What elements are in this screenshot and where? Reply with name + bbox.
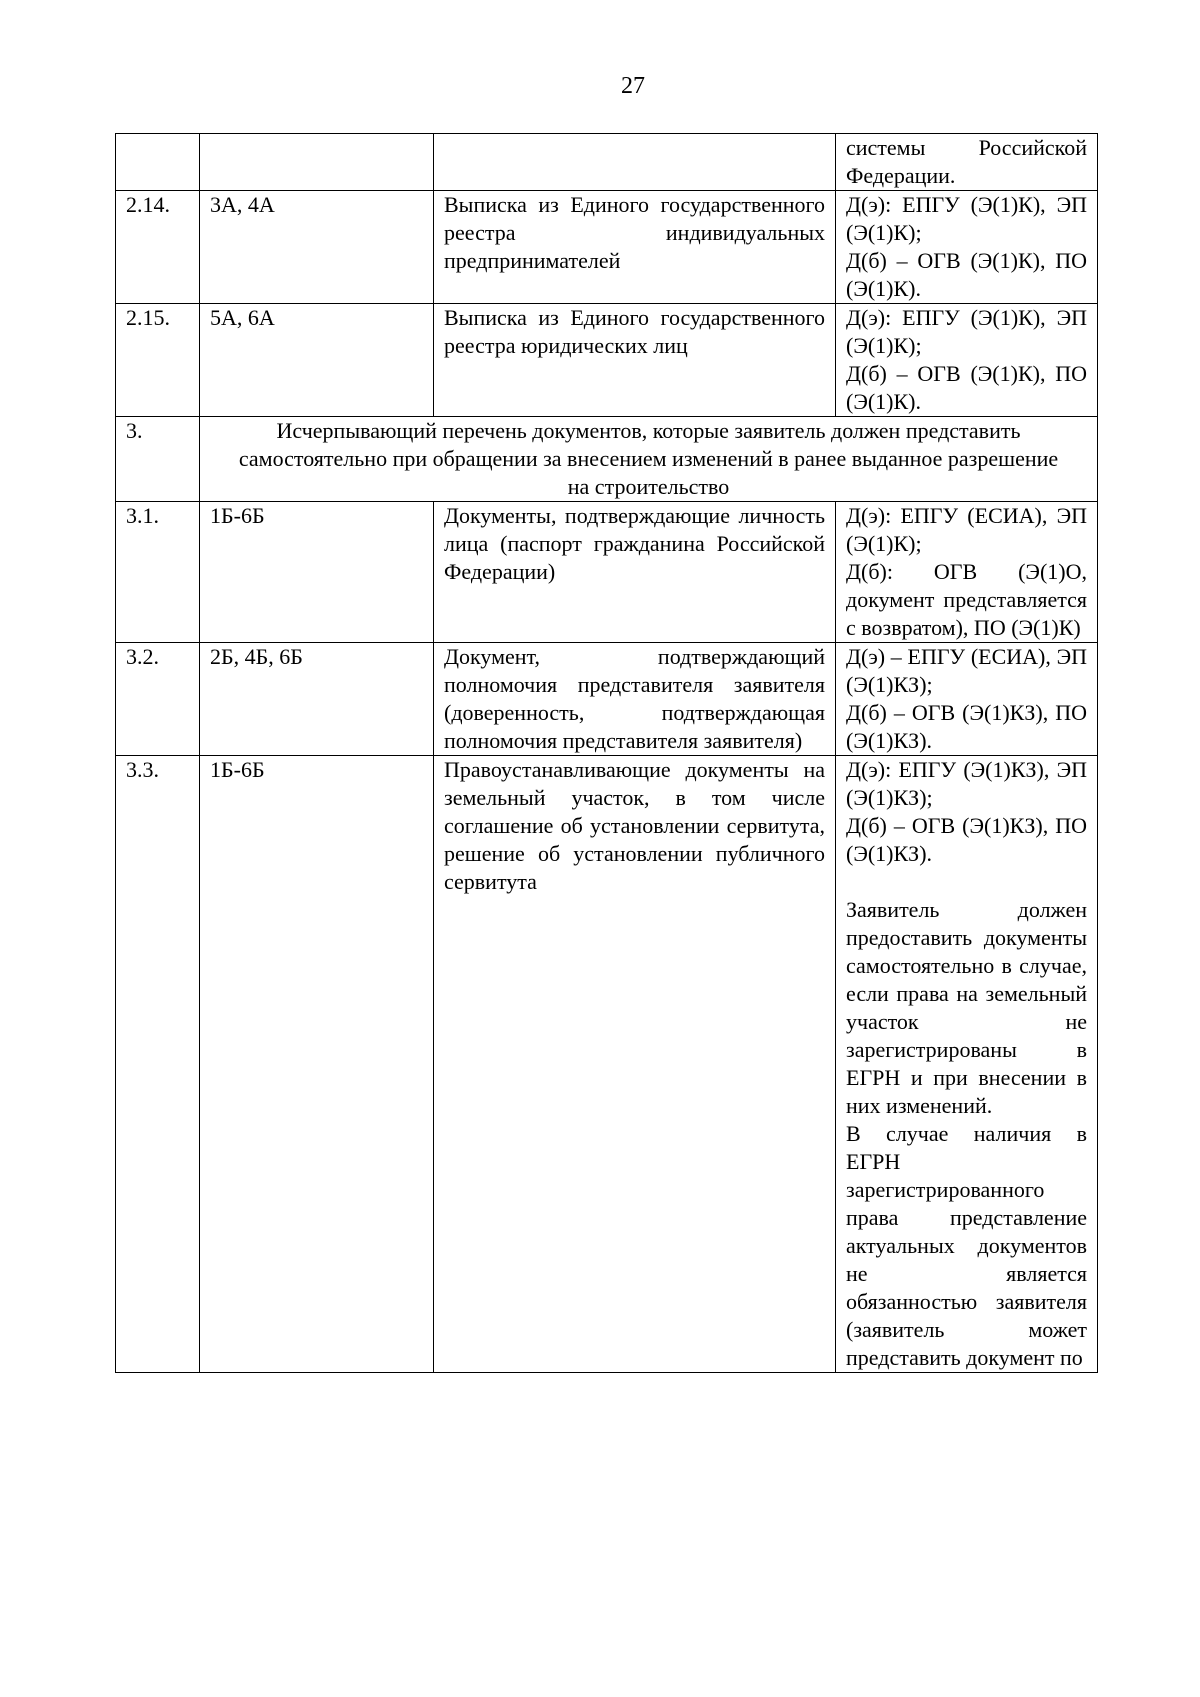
code-cell: 2Б, 4Б, 6Б <box>200 643 434 756</box>
note-paragraph: В случае наличия в ЕГРН зарегистрированного права представление актуальных документов не является обязанностью заявителя (заявитель может представить документ по <box>846 1121 1087 1370</box>
section-number-cell: 3. <box>116 417 200 502</box>
method-line: Д(б) – ОГВ (Э(1)К), ПО (Э(1)К). <box>846 248 1087 301</box>
table-row <box>116 756 1098 1373</box>
document-cell: Документы, подтверждающие личность лица (паспорт гражданина Российской Федерации) <box>434 502 836 643</box>
document-cell: Выписка из Единого государственного реестра юридических лиц <box>434 304 836 417</box>
code-cell: 1Б-6Б <box>200 502 434 643</box>
method-cell <box>836 191 1098 304</box>
section-title: Исчерпывающий перечень документов, которые заявитель должен представить самостоятельно при обращении за внесением изменений в ранее выданное разрешение на строительство <box>200 417 1098 502</box>
table-row <box>116 304 1098 417</box>
row-number-cell: 3.1. <box>116 502 200 643</box>
code-cell: 5А, 6А <box>200 304 434 417</box>
method-cell <box>836 756 1098 1373</box>
document-cell <box>434 134 836 191</box>
documents-table <box>115 133 1098 1373</box>
method-cell <box>836 304 1098 417</box>
row-number-cell: 2.14. <box>116 191 200 304</box>
method-line: системы Российской Федерации. <box>846 135 1087 188</box>
table-row <box>116 134 1098 191</box>
row-number-cell: 3.2. <box>116 643 200 756</box>
table-row <box>116 643 1098 756</box>
method-line: Д(э) – ЕПГУ (ЕСИА), ЭП (Э(1)КЗ); <box>846 644 1087 697</box>
method-cell <box>836 134 1098 191</box>
row-number-cell: 3.3. <box>116 756 200 1373</box>
table-row <box>116 191 1098 304</box>
code-cell: 3А, 4А <box>200 191 434 304</box>
method-line: Д(э): ЕПГУ (ЕСИА), ЭП (Э(1)К); <box>846 503 1087 556</box>
method-line: Д(э): ЕПГУ (Э(1)КЗ), ЭП (Э(1)КЗ); <box>846 757 1087 810</box>
code-cell: 1Б-6Б <box>200 756 434 1373</box>
method-line: Д(э): ЕПГУ (Э(1)К), ЭП (Э(1)К); <box>846 305 1087 358</box>
table-row <box>116 502 1098 643</box>
method-cell <box>836 643 1098 756</box>
row-number-cell: 2.15. <box>116 304 200 417</box>
section-row <box>116 417 1098 502</box>
code-cell <box>200 134 434 191</box>
document-cell: Документ, подтверждающий полномочия представителя заявителя (доверенность, подтверждающая полномочия представителя заявителя) <box>434 643 836 756</box>
page-number: 27 <box>621 73 645 99</box>
method-line: Д(б): ОГВ (Э(1)О, документ представляется с возвратом), ПО (Э(1)К) <box>846 559 1087 640</box>
method-cell <box>836 502 1098 643</box>
document-cell: Выписка из Единого государственного реестра индивидуальных предпринимателей <box>434 191 836 304</box>
method-line: Д(э): ЕПГУ (Э(1)К), ЭП (Э(1)К); <box>846 192 1087 245</box>
method-line: Д(б) – ОГВ (Э(1)К), ПО (Э(1)К). <box>846 361 1087 414</box>
row-number-cell <box>116 134 200 191</box>
method-line: Д(б) – ОГВ (Э(1)КЗ), ПО (Э(1)КЗ). <box>846 700 1087 753</box>
method-line: Д(б) – ОГВ (Э(1)КЗ), ПО (Э(1)КЗ). <box>846 813 1087 866</box>
note-paragraph: Заявитель должен предоставить документы самостоятельно в случае, если права на земельный участок не зарегистрированы в ЕГРН и при внесении в них изменений. <box>846 897 1087 1118</box>
document-cell: Правоустанавливающие документы на земельный участок, в том числе соглашение об установлении сервитута, решение об установлении публичного сервитута <box>434 756 836 1373</box>
